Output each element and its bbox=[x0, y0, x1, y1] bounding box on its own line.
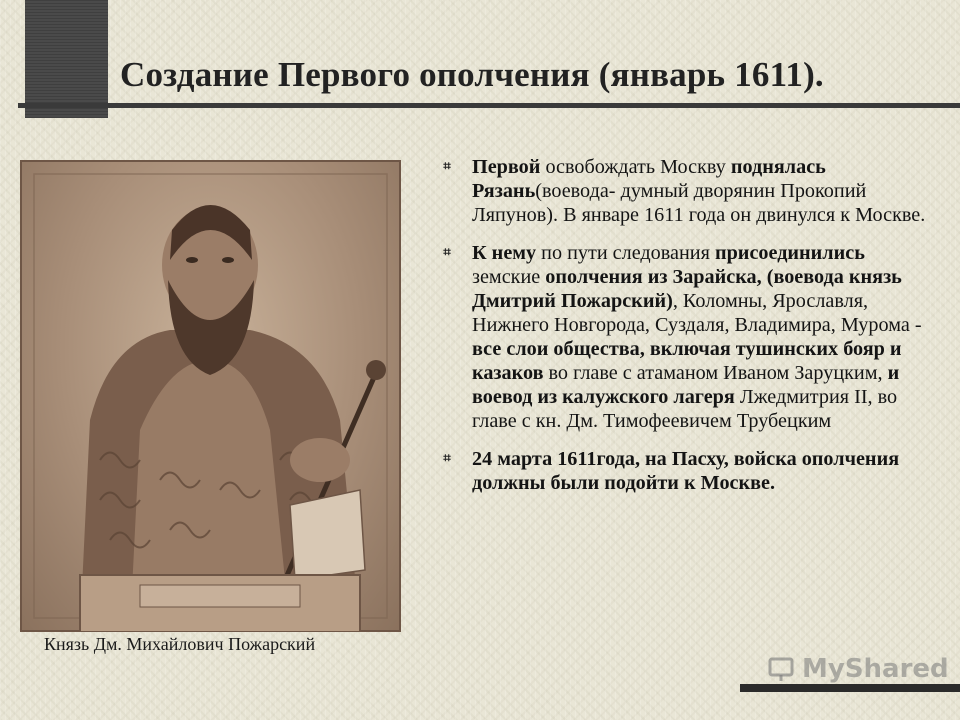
box-bullet-icon: ⌗ bbox=[443, 451, 451, 466]
title-underline bbox=[18, 103, 960, 108]
bullet-text: Первой bbox=[472, 156, 541, 178]
bullet-text: поднялась Рязань bbox=[472, 156, 826, 202]
portrait-caption: Князь Дм. Михайлович Пожарский bbox=[44, 634, 316, 654]
bullet-item bbox=[440, 241, 930, 433]
bullet-text: , Коломны, Ярославля, Нижнего Новгорода, Суздаля, Владимира, Мурома - bbox=[472, 290, 922, 336]
watermark-text: MyShared bbox=[802, 654, 949, 684]
bullet-text: во главе с атаманом Иваном Заруцким, bbox=[543, 362, 888, 384]
bullet-text: присоединились bbox=[714, 242, 865, 264]
slide-title: Создание Первого ополчения (январь 1611). bbox=[120, 55, 824, 94]
bullet-text: освобождать Москву bbox=[540, 156, 731, 178]
corner-decoration-block bbox=[25, 0, 108, 118]
bullet-text: по пути следования bbox=[536, 242, 715, 264]
bullet-text: К нему bbox=[472, 242, 537, 264]
bullet-list bbox=[440, 155, 930, 509]
presentation-icon bbox=[768, 656, 798, 682]
bullet-item bbox=[440, 155, 930, 227]
bullet-text: земские bbox=[472, 266, 546, 288]
bullet-text: все слои общества, включая тушинских бояр и казаков bbox=[472, 338, 902, 384]
bullet-text: 24 марта 1611года, на Пасху, войска ополчения должны были подойти к Москве. bbox=[472, 448, 900, 494]
bullet-text: ополчения из Зарайска, (воевода князь Дмитрий Пожарский) bbox=[472, 266, 902, 312]
watermark bbox=[768, 654, 949, 684]
bottom-right-decoration bbox=[740, 684, 960, 720]
bullet-text: Лжедмитрия II, во главе с кн. Дм. Тимофеевичем Трубецким bbox=[472, 386, 898, 432]
portrait-image bbox=[20, 160, 401, 632]
box-bullet-icon: ⌗ bbox=[443, 159, 451, 174]
box-bullet-icon: ⌗ bbox=[443, 245, 451, 260]
bullet-text: и воевод из калужского лагеря bbox=[472, 362, 900, 408]
bullet-text: (воевода- думный дворянин Прокопий Ляпунов). В январе 1611 года он двинулся к Москве. bbox=[472, 180, 926, 226]
bullet-item bbox=[440, 447, 930, 495]
